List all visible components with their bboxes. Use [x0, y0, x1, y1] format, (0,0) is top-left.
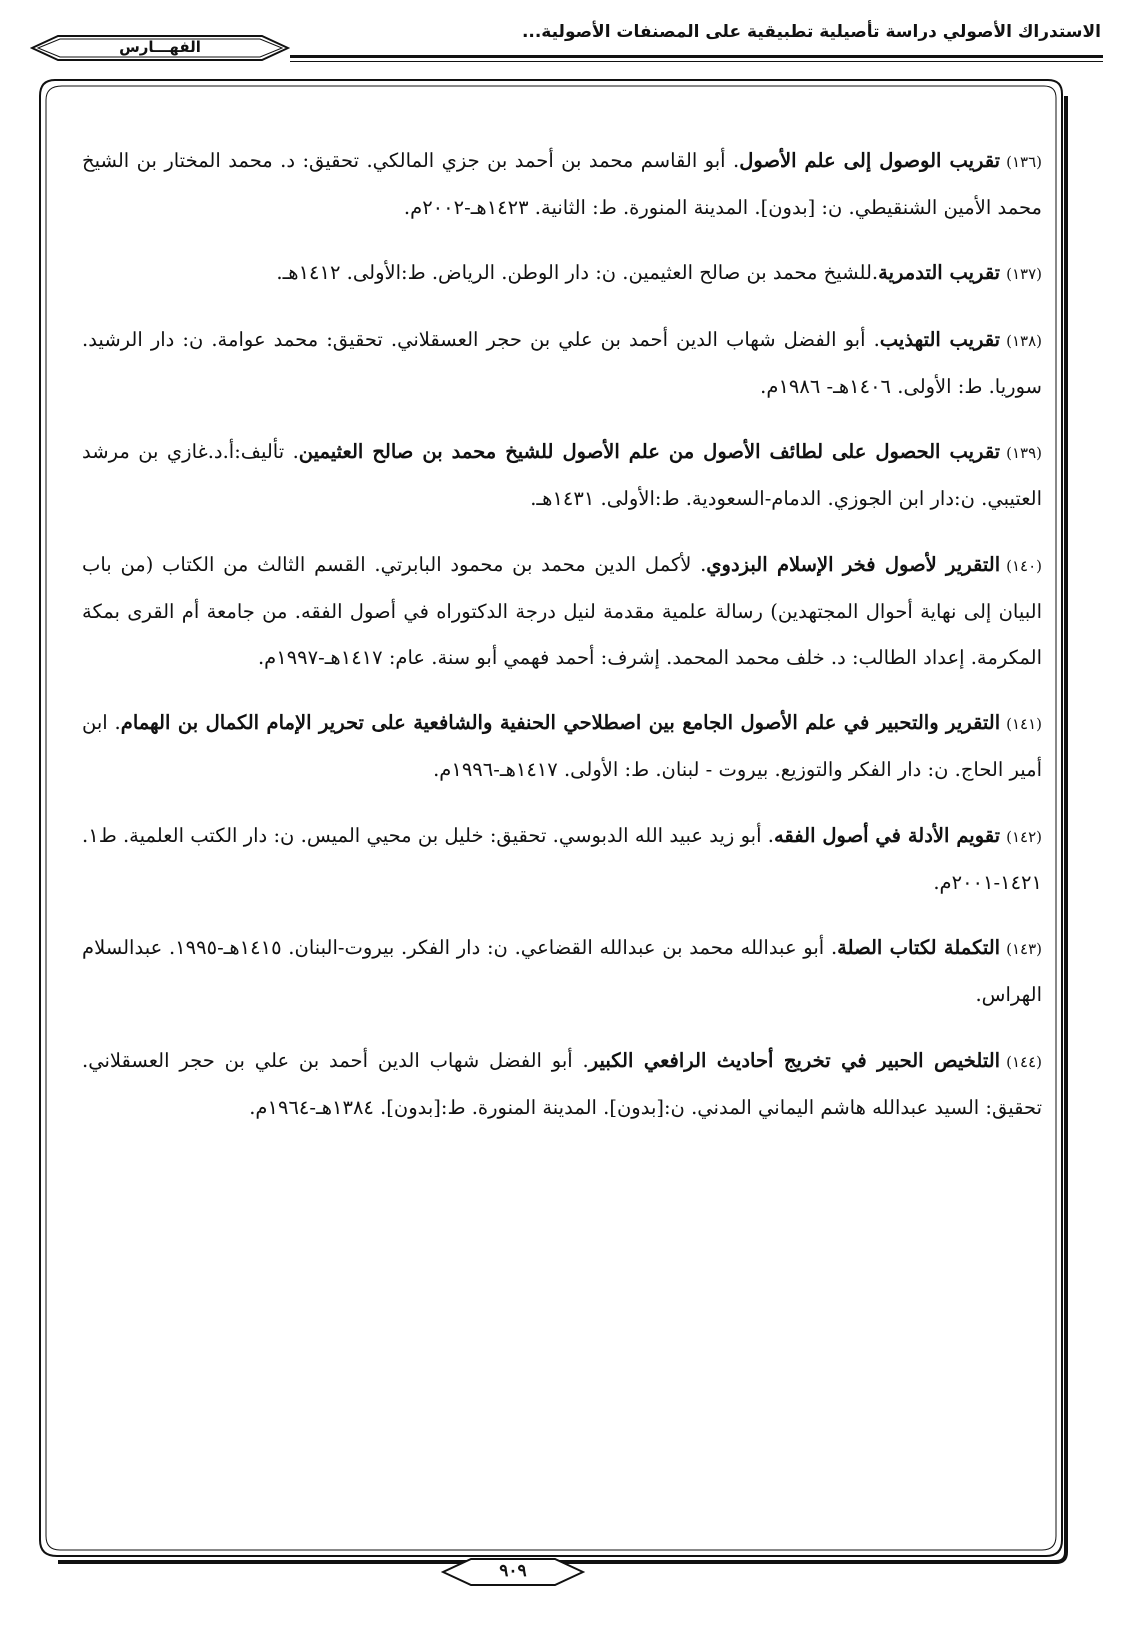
entry-number: (١٤٤)	[1006, 1052, 1042, 1071]
book-title: الاستدراك الأصولي دراسة تأصيلية تطبيقية على المصنفات الأصولية...	[521, 22, 1101, 42]
entry-title: تقريب التدمرية	[878, 261, 1001, 284]
entry-number: (١٣٩)	[1006, 444, 1042, 462]
entry-title: التقرير لأصول فخر الإسلام البزدوي	[706, 552, 1001, 576]
entry-number: (١٣٨)	[1006, 331, 1042, 350]
entry-title: التكملة لكتاب الصلة	[837, 936, 1001, 959]
bibliography-entry	[82, 813, 1042, 906]
entry-details: . أبو زيد عبيد الله الدبوسي. تحقيق: خليل بن محيي الميس. ن: دار الكتب العلمية. ط١. ١٤٢١-٢٠٠١م.	[82, 823, 1042, 894]
entry-number: (١٤٣)	[1006, 940, 1042, 958]
entry-title: تقريب التهذيب	[879, 327, 1001, 351]
page-number: ٩٠٩	[499, 1561, 527, 1581]
entry-title: التقرير والتحبير في علم الأصول الجامع بين اصطلاحي الحنفية والشافعية على تحرير الإمام الكمال بن الهمام	[120, 711, 1001, 734]
bibliography-list	[82, 118, 1042, 1141]
entry-details: . أبو القاسم محمد بن أحمد بن جزي المالكي. تحقيق: د. محمد المختار بن الشيخ محمد الأمين الشنقيطي. ن: [بدون]. المدينة المنورة. ط: الثانية. ١٤٢٣هـ-٢٠٠٢م.	[82, 148, 1042, 219]
entry-title: التلخيص الحبير في تخريج أحاديث الرافعي الكبير	[588, 1048, 1001, 1072]
entry-details: . لأكمل الدين محمد بن محمود البابرتي. القسم الثالث من الكتاب (من باب البيان إلى نهاية أحوال المجتهدين) رسالة علمية مقدمة لنيل درجة الدكتوراه في أصول الفقه. من جامعة أم القرى بمكة المكرمة. إعداد الطالب: د. خلف محمد المحمد. إشرف: أحمد فهمي أبو سنة. عام: ١٤١٧هـ-١٩٩٧م.	[82, 552, 1042, 669]
bibliography-entry	[82, 542, 1042, 681]
bibliography-entry	[82, 250, 1042, 297]
entry-details: . أبو الفضل شهاب الدين أحمد بن علي بن حجر العسقلاني. تحقيق: محمد عوامة. ن: دار الرشيد. سوريا. ط: الأولى. ١٤٠٦هـ- ١٩٨٦م.	[82, 327, 1042, 398]
entry-title: تقويم الأدلة في أصول الفقه	[773, 823, 1001, 847]
page-number-badge	[441, 1557, 585, 1587]
entry-number: (١٣٦)	[1006, 152, 1042, 171]
entry-details: . أبو عبدالله محمد بن عبدالله القضاعي. ن: دار الفكر. بيروت-البنان. ١٤١٥هـ-١٩٩٥. عبدالسلام الهراس.	[82, 936, 1042, 1006]
entry-details: . تأليف:أ.د.غازي بن مرشد العتيبي. ن:دار ابن الجوزي. الدمام-السعودية. ط:الأولى. ١٤٣١هـ.	[82, 440, 1042, 510]
bibliography-entry	[82, 700, 1042, 793]
entry-number: (١٤١)	[1006, 715, 1043, 733]
bibliography-entry	[82, 317, 1042, 410]
bibliography-entry	[82, 429, 1042, 522]
entry-details: . ابن أمير الحاج. ن: دار الفكر والتوزيع. بيروت - لبنان. ط: الأولى. ١٤١٧هـ-١٩٩٦م.	[82, 711, 1042, 781]
section-label: الفهـــارس	[119, 38, 201, 56]
entry-number: (١٤٢)	[1006, 827, 1042, 846]
bibliography-entry	[82, 925, 1042, 1018]
entry-details: .للشيخ محمد بن صالح العثيمين. ن: دار الوطن. الرياض. ط:الأولى. ١٤١٢هـ.	[276, 261, 879, 284]
entry-number: (١٣٧)	[1006, 265, 1042, 283]
entry-title: تقريب الوصول إلى علم الأصول	[739, 148, 1001, 172]
entry-details: . أبو الفضل شهاب الدين أحمد بن علي بن حجر العسقلاني. تحقيق: السيد عبدالله هاشم اليماني المدني. ن:[بدون]. المدينة المنورة. ط:[بدون]. ١٣٨٤هـ-١٩٦٤م.	[82, 1048, 1042, 1119]
bibliography-entry	[82, 138, 1042, 231]
entry-title: تقريب الحصول على لطائف الأصول من علم الأصول للشيخ محمد بن صالح العثيمين	[298, 440, 1001, 463]
entry-number: (١٤٠)	[1006, 556, 1042, 575]
bibliography-entry	[82, 1038, 1042, 1131]
